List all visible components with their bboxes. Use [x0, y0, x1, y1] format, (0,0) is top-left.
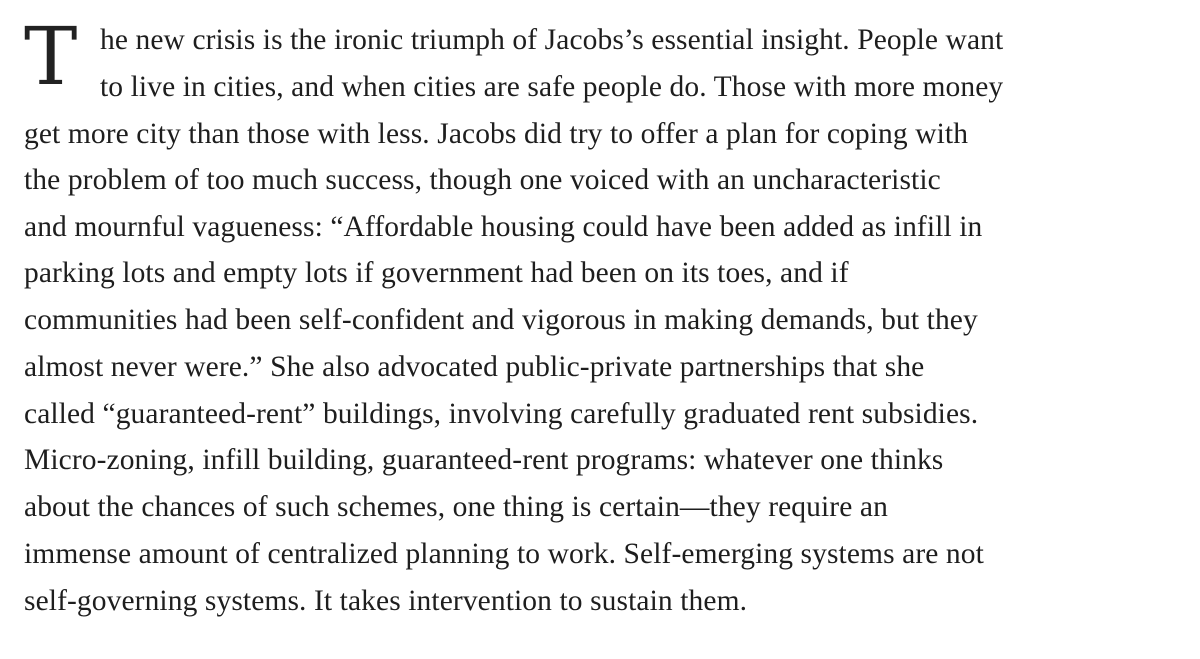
drop-cap: T: [24, 10, 78, 103]
paragraph-line-7: communities had been self-confident and vigorous in making demands, but they: [24, 304, 978, 336]
paragraph-line-5: and mournful vagueness: “Affordable housing could have been added as infill in: [24, 211, 983, 243]
paragraph-line-10: Micro-zoning, infill building, guaranteed-rent programs: whatever one thinks: [24, 444, 944, 476]
paragraph-line-2: to live in cities, and when cities are safe people do. Those with more money: [100, 71, 1004, 103]
paragraph-line-6: parking lots and empty lots if government had been on its toes, and if: [24, 257, 849, 289]
paragraph-line-1: he new crisis is the ironic triumph of Jacobs’s essential insight. People want: [100, 24, 1004, 56]
paragraph-line-9: called “guaranteed-rent” buildings, involving carefully graduated rent subsidies.: [24, 398, 979, 430]
paragraph-line-12: immense amount of centralized planning to work. Self-emerging systems are not: [24, 538, 984, 570]
paragraph-line-13: self-governing systems. It takes intervention to sustain them.: [24, 585, 748, 617]
paragraph-line-8: almost never were.” She also advocated public-private partnerships that she: [24, 351, 925, 383]
paragraph-line-4: the problem of too much success, though one voiced with an uncharacteristic: [24, 164, 941, 196]
paragraph-line-3: get more city than those with less. Jacobs did try to offer a plan for coping with: [24, 118, 969, 150]
paragraph-line-11: about the chances of such schemes, one thing is certain—they require an: [24, 491, 888, 523]
